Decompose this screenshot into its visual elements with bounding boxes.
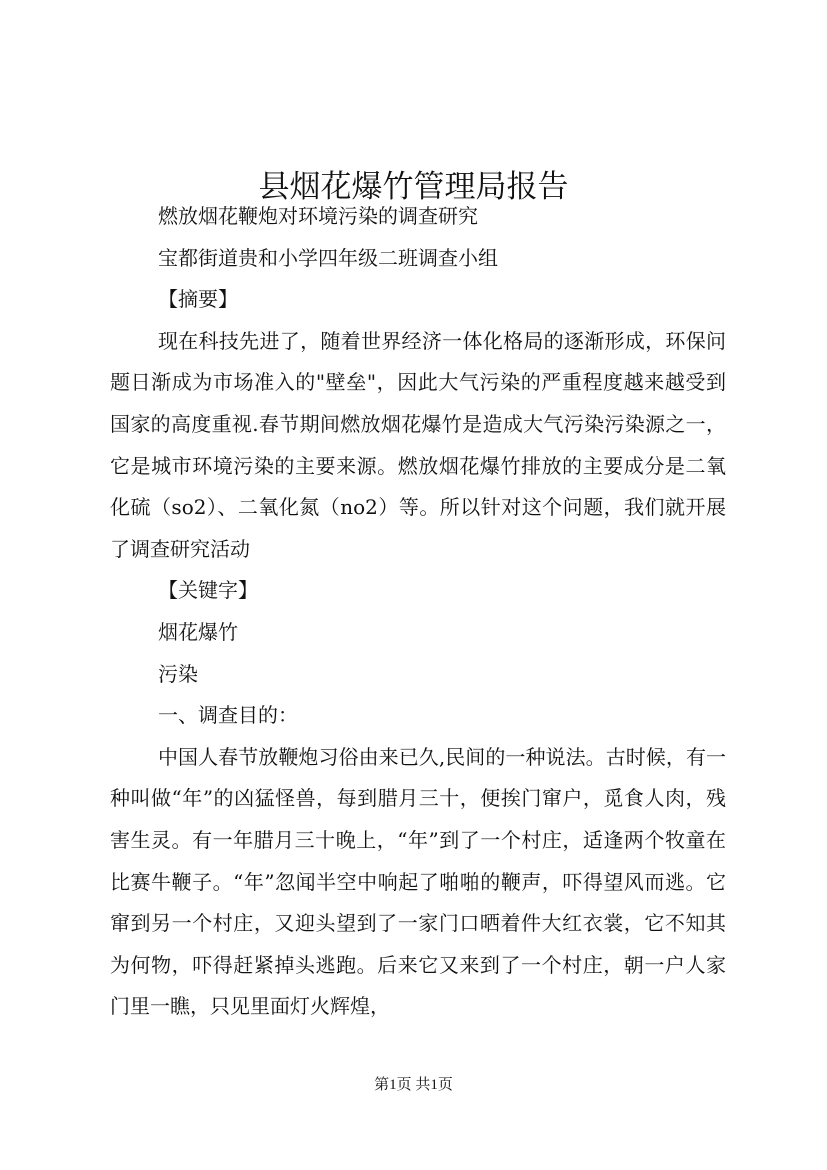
page-footer: 第1页 共1页 — [374, 1077, 453, 1093]
section-paragraph: 中国人春节放鞭炮习俗由来已久,民间的一种说法。古时候，有一种叫做“年”的凶猛怪兽，每到腊月三十，便挨门窜户，觅食人肉，残害生灵。有一年腊月三十晚上，“年”到了一个村庄，适逢两个牧童在比赛牛鞭子。“年”忽闻半空中响起了啪啪的鞭声，吓得望风而逃。它窜到另一个村庄，又迎头望到了一家门口晒着件大红衣裳，它不知其为何物，吓得赶紧掉头逃跑。后来它又来到了一个村庄，朝一户人家门里一瞧，只见里面灯火辉煌， — [110, 744, 726, 1019]
keyword-item: 烟花爆竹 — [158, 619, 238, 644]
document-body — [110, 196, 726, 1028]
section-heading: 一、调查目的： — [158, 703, 298, 728]
abstract-heading: 【摘要】 — [158, 287, 238, 312]
document-title: 县烟花爆竹管理局报告 — [258, 168, 569, 204]
keywords-heading: 【关键字】 — [158, 578, 258, 603]
subtitle: 燃放烟花鞭炮对环境污染的调查研究 — [158, 204, 478, 228]
abstract-paragraph: 现在科技先进了，随着世界经济一体化格局的逐渐形成，环保问题日渐成为市场准入的"壁垒"，因此大气污染的严重程度越来越受到国家的高度重视.春节期间燃放烟花爆竹是造成大气污染污染源之一，它是城市环境污染的主要来源。燃放烟花爆竹排放的主要成分是二氧化硫（so2）、二氧化氮（no2）等。所以针对这个问题，我们就开展了调查研究活动 — [110, 328, 726, 561]
keyword-item: 污染 — [158, 661, 198, 686]
author-line: 宝都街道贵和小学四年级二班调查小组 — [158, 245, 498, 270]
